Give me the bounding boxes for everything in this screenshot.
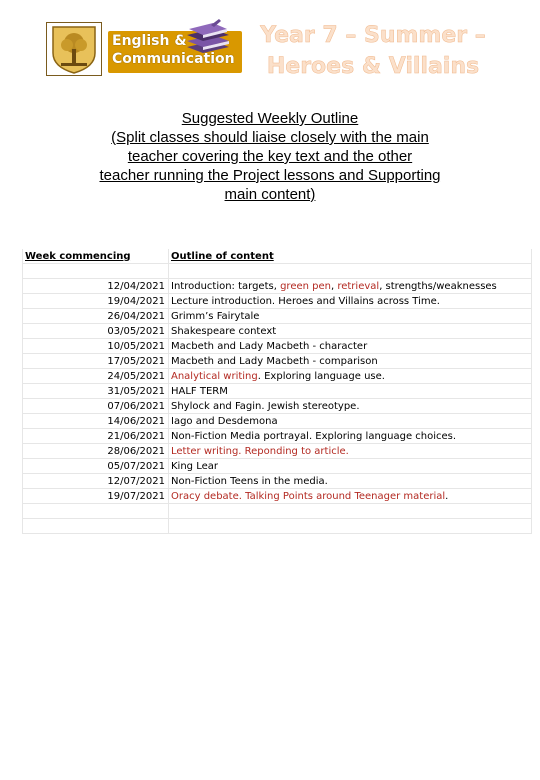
outline-text: Grimm’s Fairytale	[171, 310, 260, 322]
outline-cell	[169, 339, 532, 354]
table-row	[23, 339, 532, 354]
outline-cell	[169, 459, 532, 474]
heading-line-3: teacher covering the key text and the other	[127, 148, 413, 165]
outline-text: Non-Fiction Teens in the media.	[171, 475, 328, 487]
highlighted-text: Analytical writing	[171, 370, 258, 382]
table-row	[23, 309, 532, 324]
column-header-week: Week commencing	[23, 249, 169, 264]
week-date-cell: 21/06/2021	[23, 429, 169, 444]
heading-line-1: Suggested Weekly Outline	[181, 110, 359, 127]
page-title	[253, 20, 493, 82]
weekly-outline-table	[22, 249, 532, 534]
table-row-blank	[23, 504, 532, 519]
week-date-cell: 17/05/2021	[23, 354, 169, 369]
table-row	[23, 444, 532, 459]
table-row-blank	[23, 264, 532, 279]
outline-cell	[169, 414, 532, 429]
outline-text: Macbeth and Lady Macbeth - comparison	[171, 355, 378, 367]
outline-cell	[169, 444, 532, 459]
table-row-blank	[23, 519, 532, 534]
outline-heading	[70, 109, 470, 204]
table-row	[23, 429, 532, 444]
heading-line-4: teacher running the Project lessons and Supporting	[99, 167, 441, 184]
outline-text: Shakespeare context	[171, 325, 277, 337]
outline-text: Lecture introduction. Heroes and Villains across Time.	[171, 295, 440, 307]
books-icon	[183, 19, 233, 55]
logo-line-1: English &	[112, 33, 187, 49]
week-date-cell: 12/04/2021	[23, 279, 169, 294]
outline-cell	[169, 474, 532, 489]
week-date-cell: 14/06/2021	[23, 414, 169, 429]
title-line-1: Year 7 – Summer –	[260, 23, 486, 48]
outline-cell	[169, 369, 532, 384]
outline-text: Introduction: targets,	[171, 280, 281, 292]
table-row	[23, 459, 532, 474]
outline-text: . Exploring language use.	[257, 370, 385, 382]
week-date-cell: 07/06/2021	[23, 399, 169, 414]
highlighted-text: Letter writing. Reponding to article.	[171, 445, 349, 457]
week-date-cell: 28/06/2021	[23, 444, 169, 459]
week-date-cell: 03/05/2021	[23, 324, 169, 339]
heading-line-5: main content)	[224, 186, 316, 203]
outline-cell	[169, 429, 532, 444]
table-row	[23, 354, 532, 369]
table-row	[23, 369, 532, 384]
outline-text: , strengths/weaknesses	[379, 280, 497, 292]
outline-cell	[169, 294, 532, 309]
week-date-cell: 19/07/2021	[23, 489, 169, 504]
table-row	[23, 279, 532, 294]
table-row	[23, 474, 532, 489]
outline-text: King Lear	[171, 460, 218, 472]
table-row	[23, 294, 532, 309]
outline-cell	[169, 489, 532, 504]
outline-text: Non-Fiction Media portrayal. Exploring language choices.	[171, 430, 457, 442]
highlighted-text: Oracy debate. Talking Points around Teenager material	[171, 490, 446, 502]
table-row	[23, 489, 532, 504]
tree-crest-icon	[46, 22, 102, 76]
logo-line-2: Communication	[112, 51, 235, 67]
week-date-cell: 24/05/2021	[23, 369, 169, 384]
outline-cell	[169, 279, 532, 294]
highlighted-text: retrieval	[337, 280, 380, 292]
outline-cell	[169, 309, 532, 324]
week-date-cell: 10/05/2021	[23, 339, 169, 354]
outline-cell	[169, 399, 532, 414]
outline-text: Shylock and Fagin. Jewish stereotype.	[171, 400, 360, 412]
heading-line-2: (Split classes should liaise closely with the main	[111, 129, 429, 146]
title-line-2: Heroes & Villains	[266, 54, 480, 79]
outline-text: Iago and Desdemona	[171, 415, 278, 427]
week-date-cell: 12/07/2021	[23, 474, 169, 489]
week-date-cell: 31/05/2021	[23, 384, 169, 399]
week-date-cell: 26/04/2021	[23, 309, 169, 324]
table-row	[23, 414, 532, 429]
outline-text: ,	[330, 280, 338, 292]
outline-text: HALF TERM	[171, 385, 228, 397]
outline-cell	[169, 384, 532, 399]
outline-cell	[169, 324, 532, 339]
table-row	[23, 399, 532, 414]
table-header-row	[23, 249, 532, 264]
outline-text: .	[445, 490, 449, 502]
outline-text: Macbeth and Lady Macbeth - character	[171, 340, 368, 352]
table-row	[23, 324, 532, 339]
column-header-outline: Outline of content	[169, 249, 532, 264]
week-date-cell: 19/04/2021	[23, 294, 169, 309]
table-row	[23, 384, 532, 399]
highlighted-text: green pen	[280, 280, 331, 292]
week-date-cell: 05/07/2021	[23, 459, 169, 474]
outline-cell	[169, 354, 532, 369]
